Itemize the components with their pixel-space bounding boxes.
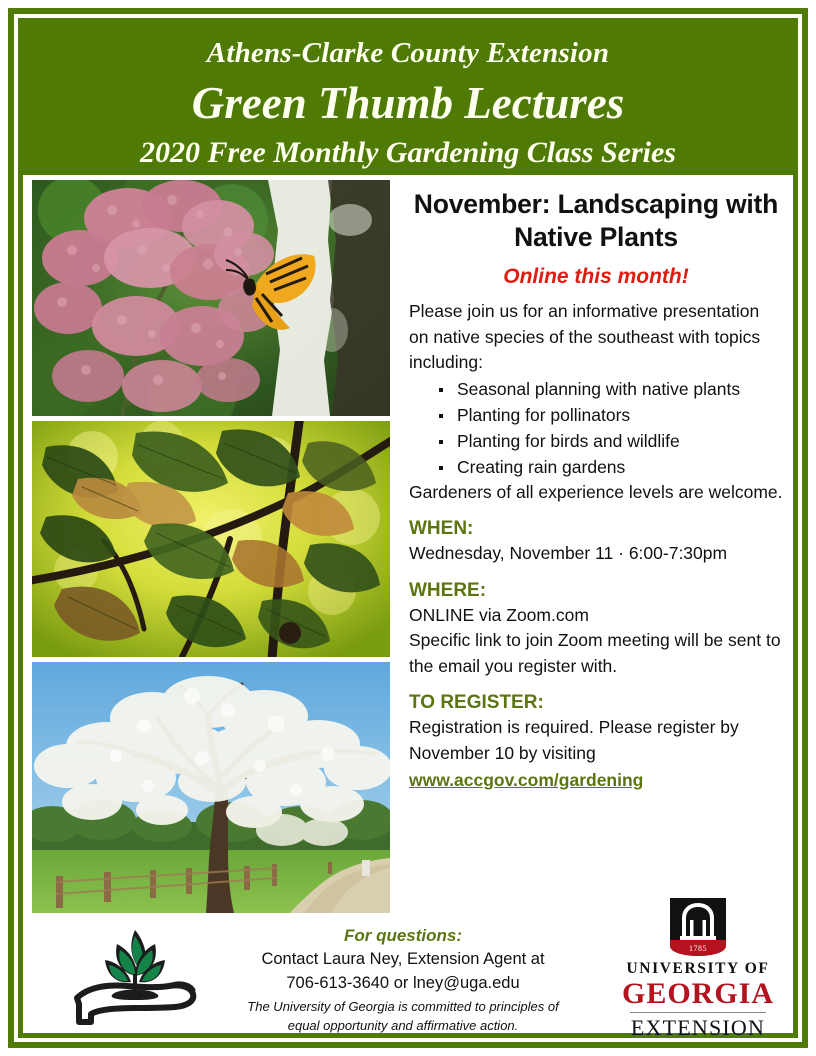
uga-arch-icon <box>618 898 778 958</box>
hand-holding-seedling-icon <box>65 924 205 1028</box>
photo-flowering-tree-in-park <box>32 662 390 913</box>
registration-instructions: Registration is required. Please register by November 10 by visiting <box>409 717 739 763</box>
contact-block <box>203 924 603 1035</box>
event-title: November: Landscaping with Native Plants <box>413 189 779 252</box>
uga-extension-logo <box>618 898 778 1040</box>
contact-phone-email: 706-613-3640 or lney@uga.edu <box>286 974 520 992</box>
series-subtitle: 2020 Free Monthly Gardening Class Series <box>140 136 676 169</box>
content-column <box>409 180 783 793</box>
welcome-paragraph: Gardeners of all experience levels are welcome. <box>409 481 783 502</box>
list-item: Creating rain gardens <box>439 454 783 480</box>
list-item: Seasonal planning with native plants <box>439 376 783 402</box>
series-title: Green Thumb Lectures <box>191 78 625 128</box>
to-register-heading: TO REGISTER: <box>409 692 544 713</box>
photo-column <box>32 180 390 913</box>
svg-text:1785: 1785 <box>689 944 707 953</box>
disclaimer-line-1: The University of Georgia is committed to principles of <box>247 999 559 1014</box>
when-value: Wednesday, November 11 · 6:00-7:30pm <box>409 543 728 563</box>
body-area <box>23 180 793 920</box>
where-heading: WHERE: <box>409 579 487 601</box>
photo-backlit-leaves-and-branches <box>32 421 390 657</box>
uga-logo-divider <box>630 1012 766 1013</box>
uga-georgia-text: GEORGIA <box>621 977 775 1010</box>
disclaimer-line-2: equal opportunity and affirmative action. <box>287 1018 519 1033</box>
where-detail: Specific link to join Zoom meeting will be sent to the email you register with. <box>409 630 781 676</box>
for-questions-label: For questions: <box>343 926 463 945</box>
intro-paragraph: Please join us for an informative presentation on native species of the southeast with topics including: <box>409 301 761 372</box>
where-platform: ONLINE via Zoom.com <box>409 604 589 625</box>
topics-list <box>409 376 783 480</box>
list-item: Planting for pollinators <box>439 402 783 428</box>
online-notice: Online this month! <box>503 265 689 288</box>
list-item: Planting for birds and wildlife <box>439 428 783 454</box>
when-heading: WHEN: <box>409 518 474 539</box>
registration-link[interactable]: www.accgov.com/gardening <box>409 770 644 790</box>
contact-person: Contact Laura Ney, Extension Agent at <box>261 950 545 968</box>
uga-extension-text: EXTENSION <box>630 1015 766 1040</box>
uga-university-of-text: UNIVERSITY OF <box>626 960 770 977</box>
photo-joe-pye-weed-with-swallowtail-butterfly <box>32 180 390 416</box>
header-band <box>23 23 793 175</box>
organization-name: Athens-Clarke County Extension <box>206 37 610 69</box>
footer <box>23 918 793 1040</box>
